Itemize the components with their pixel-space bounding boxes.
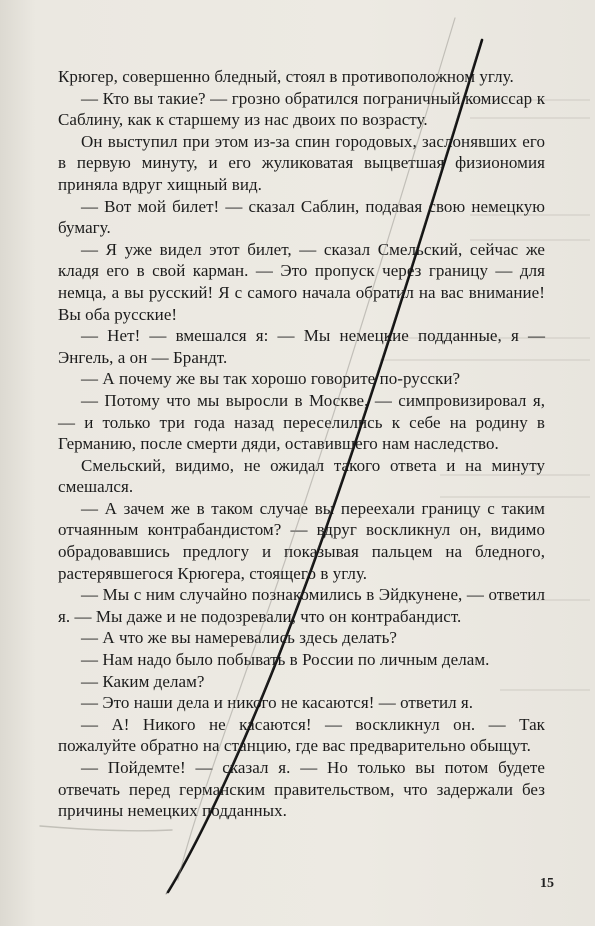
paragraph: — Нет! — вмешался я: — Мы немецкие подданные, я — Энгель, а он — Брандт. bbox=[58, 326, 545, 367]
paragraph: — Вот мой билет! — сказал Саблин, подавая свою немецкую бумагу. bbox=[58, 196, 545, 238]
paragraph: — Мы с ним случайно познакомились в Эйдкунене, — ответил я. — Мы даже и не подозревали, что он контрабандист. bbox=[58, 585, 545, 626]
paragraph: — Нам надо было побывать в России по личным делам. bbox=[81, 650, 490, 670]
paragraph: — Кто вы такие? — грозно обратился пограничный комиссар к Саблину, как к старшему из нас двоих по возрасту. bbox=[58, 88, 545, 130]
page-number: 15 bbox=[540, 876, 554, 891]
paragraph: — А что же вы намеревались здесь делать? bbox=[81, 628, 398, 648]
paragraph: Крюгер, совершенно бледный, стоял в противоположном углу. bbox=[58, 67, 514, 86]
paragraph: — А почему же вы так хорошо говорите по-русски? bbox=[81, 369, 461, 389]
paragraph: Он выступил при этом из-за спин городовых, заслонявших его в первую минуту, и его жуликоватая выцветшая физиономия приняла вдруг хищный вид. bbox=[58, 131, 545, 194]
paragraph: — А зачем же в таком случае вы переехали границу с таким отчаянным контрабандистом? — вдруг воскликнул он, видимо обрадовавшись предлогу и показывая пальцем на бледного, растерявшегося Крюгера, стоящего в углу. bbox=[58, 498, 545, 583]
paragraph: — Я уже видел этот билет, — сказал Смельский, сейчас же кладя его в свой карман. — Это пропуск через границу — для немца, а вы русский! Я с самого начала обратил на вас внимание! Вы оба русские! bbox=[58, 239, 545, 324]
body-text bbox=[58, 66, 545, 822]
paragraph: — Каким делам? bbox=[81, 671, 205, 691]
paragraph: — А! Никого не касаются! — воскликнул он. — Так пожалуйте обратно на станцию, где вас предварительно обыщут. bbox=[58, 714, 545, 756]
paragraph: — Потому что мы выросли в Москве, — симпровизировал я, — и только три года назад переселились к себе на родину в Германию, после смерти дяди, оставившего нам наследство. bbox=[58, 390, 545, 454]
paragraph: — Пойдемте! — сказал я. — Но только вы потом будете отвечать перед германским правительством, что задержали без причины немецких подданных. bbox=[58, 758, 545, 821]
paragraph: Смельский, видимо, не ожидал такого ответа и на минуту смешался. bbox=[58, 455, 545, 497]
paragraph: — Это наши дела и никого не касаются! — ответил я. bbox=[81, 693, 474, 713]
